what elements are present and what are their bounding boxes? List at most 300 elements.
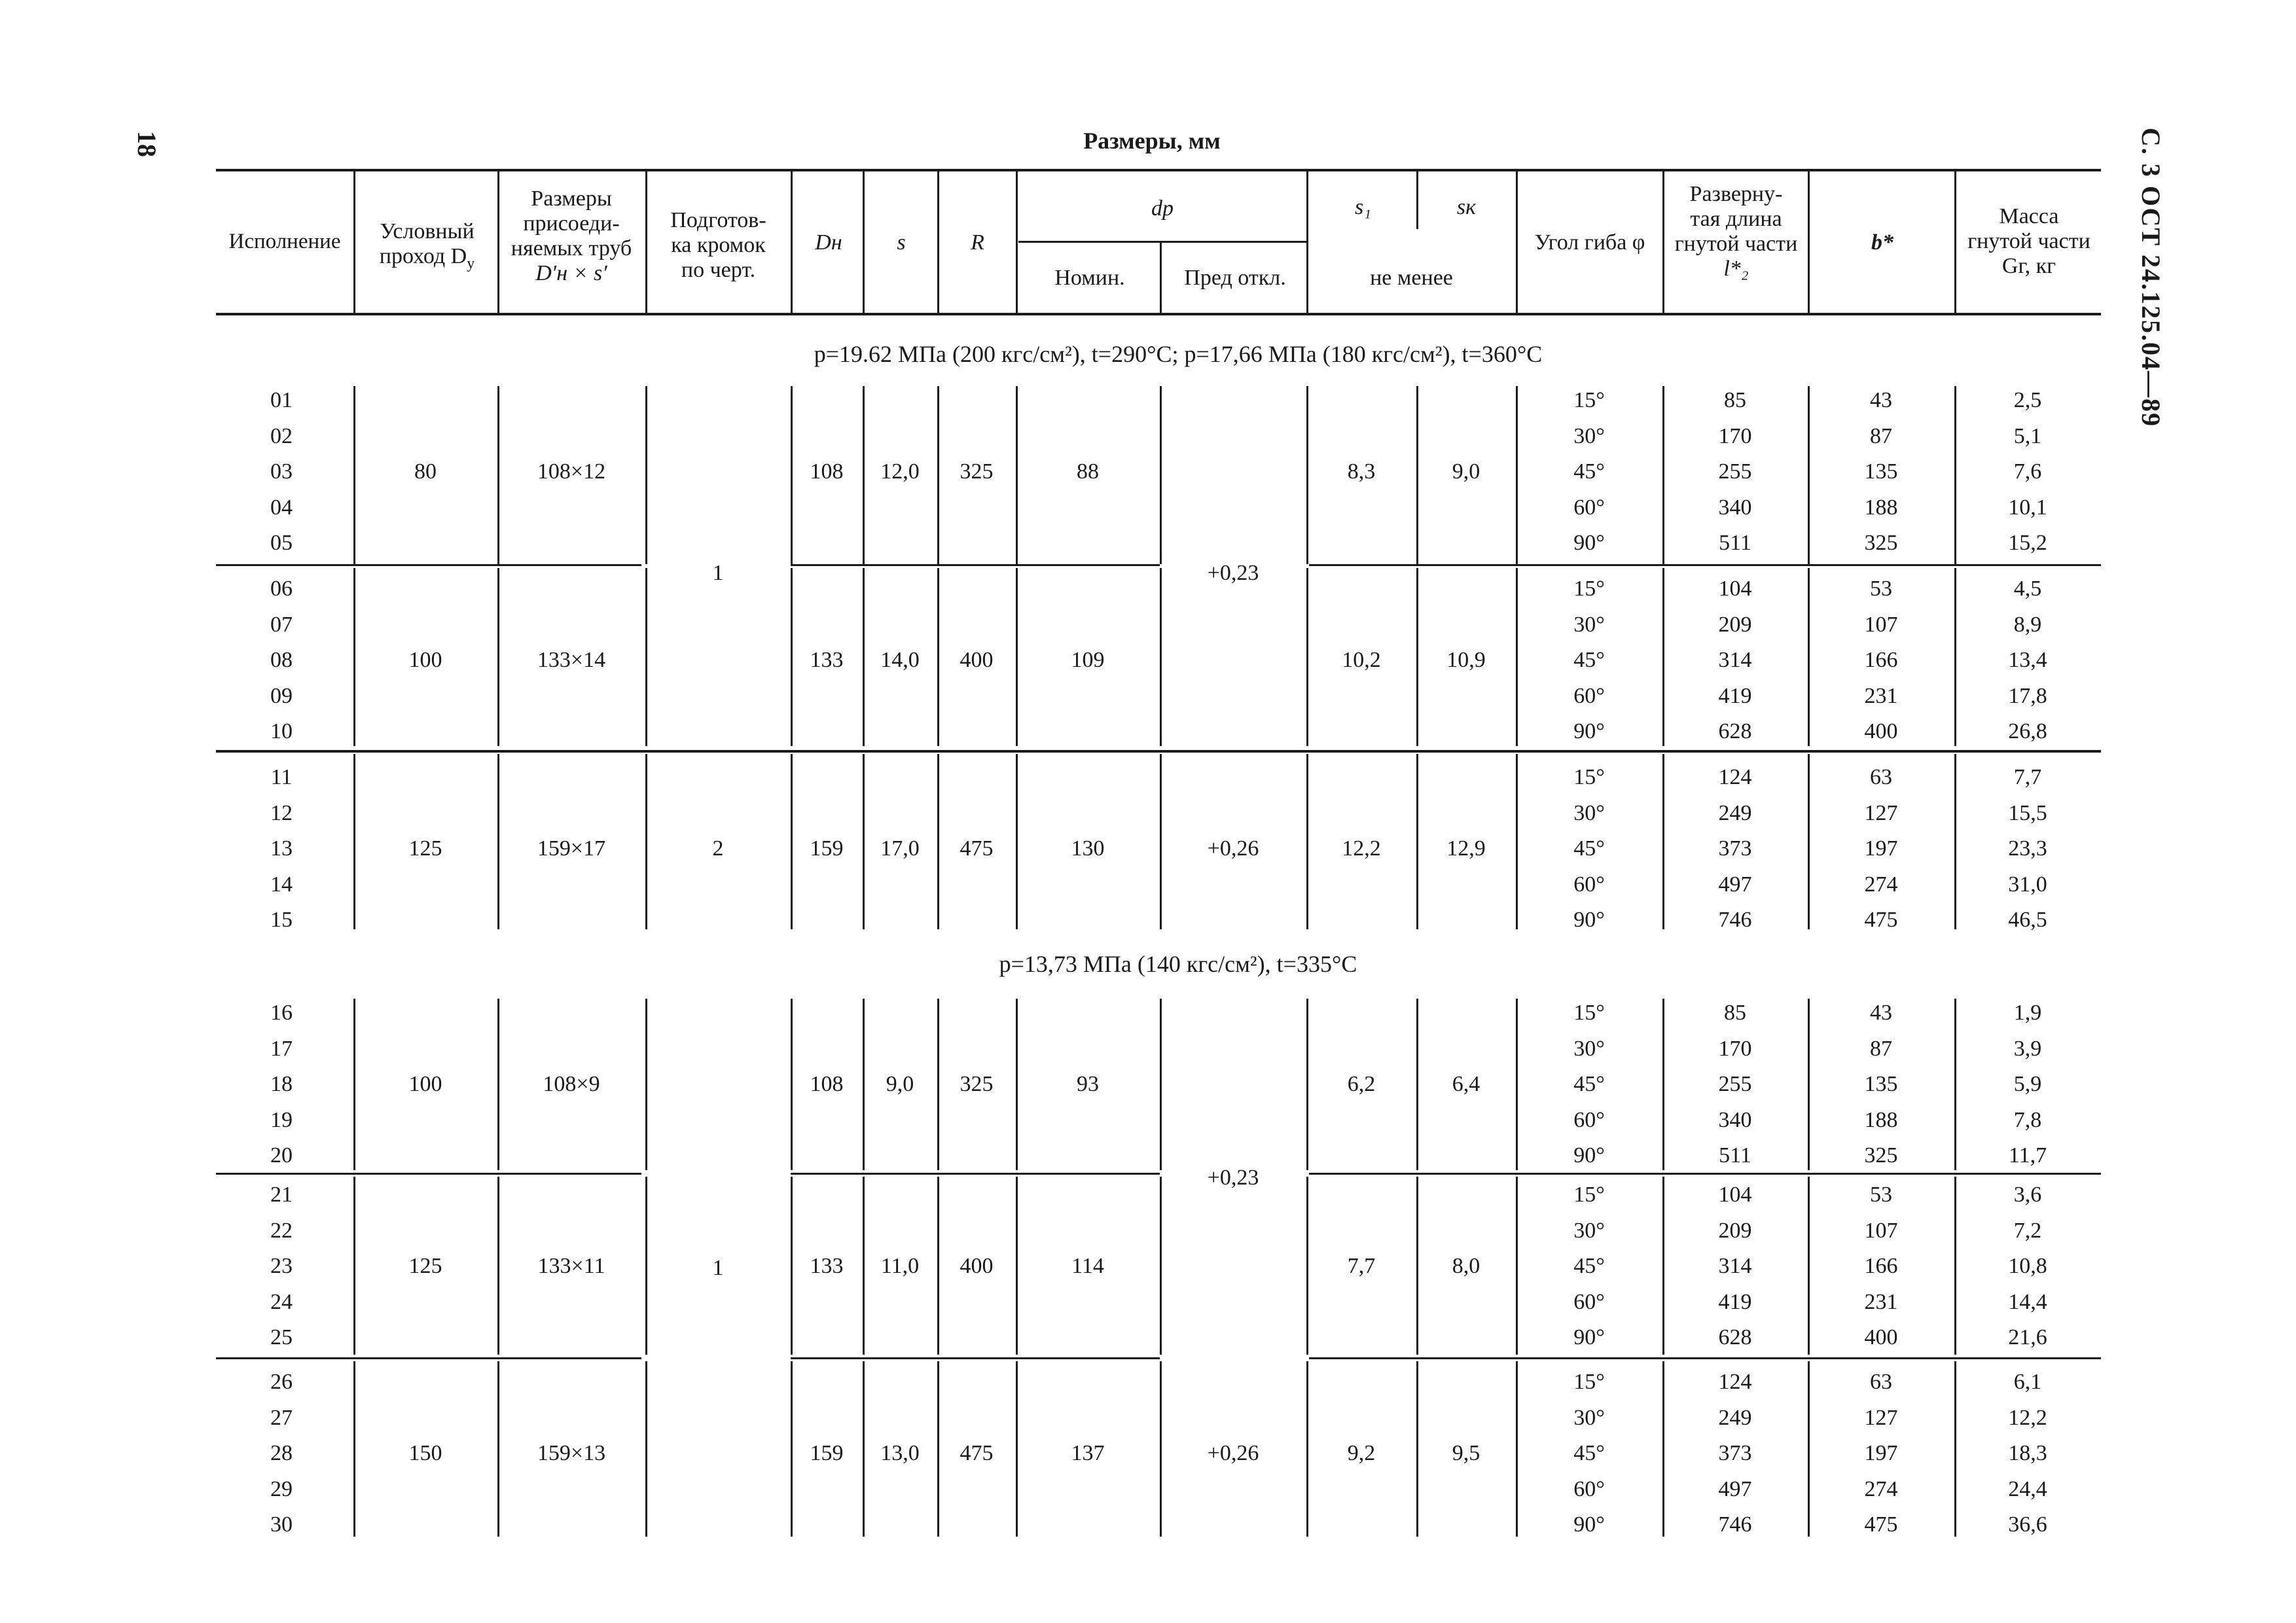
body-column-rule xyxy=(645,386,647,564)
bend-angle: 60° xyxy=(1573,495,1605,520)
dn-value: 108 xyxy=(810,1072,844,1096)
group-rule xyxy=(216,564,641,566)
group-rule xyxy=(791,564,1160,566)
body-column-rule xyxy=(863,999,865,1170)
variant-number: 24 xyxy=(270,1289,293,1314)
pipe-size: 159×17 xyxy=(537,836,606,861)
body-column-rule xyxy=(1016,999,1018,1170)
pipe-size: 108×9 xyxy=(543,1072,600,1096)
sk-value: 6,4 xyxy=(1452,1072,1480,1096)
s-value: 11,0 xyxy=(880,1254,920,1278)
table-title: Размеры, мм xyxy=(1083,128,1221,154)
body-column-rule xyxy=(1016,1177,1018,1355)
bend-angle: 15° xyxy=(1573,388,1605,412)
header-column-rule xyxy=(1016,171,1018,313)
group-rule xyxy=(791,1173,1160,1175)
body-column-rule xyxy=(1160,1177,1162,1355)
body-column-rule xyxy=(353,999,355,1170)
b-value: 197 xyxy=(1864,836,1898,861)
dn-value: 133 xyxy=(810,1254,844,1278)
body-column-rule xyxy=(791,568,793,746)
developed-length: 85 xyxy=(1724,388,1746,412)
b-value: 400 xyxy=(1864,1325,1898,1349)
body-column-rule xyxy=(1160,999,1162,1170)
b-value: 231 xyxy=(1864,1289,1898,1314)
b-value: 43 xyxy=(1870,388,1892,412)
developed-length: 249 xyxy=(1718,1405,1752,1430)
body-column-rule xyxy=(1808,568,1810,746)
mass-value: 21,6 xyxy=(2008,1325,2047,1349)
dp-nominal: 109 xyxy=(1071,648,1105,672)
developed-length: 511 xyxy=(1719,531,1751,555)
group-rule xyxy=(1309,1173,2101,1175)
developed-length: 209 xyxy=(1718,1218,1752,1243)
developed-length: 209 xyxy=(1718,612,1752,637)
developed-length: 497 xyxy=(1718,872,1752,897)
section-title-1: p=19.62 МПа (200 кгс/см²), t=290°C; p=17,66 МПа (180 кгс/см²), t=360°C xyxy=(814,341,1543,367)
body-column-rule xyxy=(863,754,865,929)
body-column-rule xyxy=(937,754,939,929)
body-column-rule xyxy=(863,1177,865,1355)
body-column-rule xyxy=(791,386,793,564)
bend-angle: 45° xyxy=(1573,1441,1605,1465)
bend-angle: 30° xyxy=(1573,423,1605,448)
bend-angle: 45° xyxy=(1573,1072,1605,1096)
dp-nominal: 114 xyxy=(1071,1254,1104,1278)
dp-nominal: 137 xyxy=(1071,1441,1105,1465)
header-variant: Исполнение xyxy=(228,230,341,253)
body-column-rule xyxy=(1954,1177,1956,1355)
mass-value: 7,8 xyxy=(2013,1107,2042,1132)
body-column-rule xyxy=(497,1361,499,1537)
bend-angle: 90° xyxy=(1573,1512,1605,1537)
bend-angle: 90° xyxy=(1573,1143,1605,1168)
group-rule xyxy=(216,750,2101,753)
bend-angle: 30° xyxy=(1573,1405,1605,1430)
b-value: 135 xyxy=(1864,1072,1898,1096)
developed-length: 746 xyxy=(1718,908,1752,932)
b-value: 188 xyxy=(1864,1107,1898,1132)
body-column-rule xyxy=(645,1177,647,1355)
s1-value: 10,2 xyxy=(1342,648,1381,672)
developed-length: 124 xyxy=(1718,765,1752,789)
body-column-rule xyxy=(1516,754,1518,929)
mass-value: 26,8 xyxy=(2008,719,2047,743)
developed-length: 419 xyxy=(1718,1289,1752,1314)
mass-value: 10,1 xyxy=(2008,495,2047,520)
body-column-rule xyxy=(937,386,939,564)
mass-value: 6,1 xyxy=(2013,1370,2042,1394)
mass-value: 11,7 xyxy=(2008,1143,2047,1168)
body-column-rule xyxy=(645,754,647,929)
document-code: С. 3 ОСТ 24.125.04—89 xyxy=(2136,128,2166,428)
developed-length: 104 xyxy=(1718,1183,1752,1207)
body-column-rule xyxy=(1306,1177,1308,1355)
bend-angle: 60° xyxy=(1573,1476,1605,1501)
body-column-rule xyxy=(1808,1361,1810,1537)
dp-nominal: 88 xyxy=(1077,459,1099,484)
s-value: 14,0 xyxy=(880,648,920,672)
developed-length: 628 xyxy=(1718,719,1752,743)
developed-length: 314 xyxy=(1718,1254,1752,1278)
variant-number: 15 xyxy=(270,908,293,932)
variant-number: 23 xyxy=(270,1254,293,1278)
nominal-bore: 100 xyxy=(408,648,442,672)
bend-angle: 60° xyxy=(1573,1289,1605,1314)
mass-value: 23,3 xyxy=(2008,836,2047,861)
s-value: 12,0 xyxy=(880,459,920,484)
mass-value: 7,2 xyxy=(2013,1218,2042,1243)
body-column-rule xyxy=(1954,568,1956,746)
body-column-rule xyxy=(497,754,499,929)
body-column-rule xyxy=(1306,1361,1308,1537)
s-value: 17,0 xyxy=(880,836,920,861)
developed-length: 628 xyxy=(1718,1325,1752,1349)
header-s: s xyxy=(897,230,906,255)
mass-value: 8,9 xyxy=(2013,612,2042,637)
mass-value: 14,4 xyxy=(2008,1289,2047,1314)
developed-length: 85 xyxy=(1724,1001,1746,1025)
header-column-rule xyxy=(791,171,793,313)
body-column-rule xyxy=(1662,999,1664,1170)
body-column-rule xyxy=(937,999,939,1170)
nominal-bore: 125 xyxy=(408,836,442,861)
dp-deviation: +0,23 xyxy=(1207,561,1259,585)
header-s1: s₁ xyxy=(1354,195,1372,219)
variant-number: 12 xyxy=(270,800,293,825)
body-column-rule xyxy=(1516,1361,1518,1537)
mass-value: 15,2 xyxy=(2008,531,2047,555)
variant-number: 17 xyxy=(270,1036,293,1061)
dp-subheader-rule xyxy=(1018,241,1306,243)
edge-prep: 1 xyxy=(712,1256,724,1280)
header-edge-prep: Подготов- ка кромок по черт. xyxy=(670,208,766,282)
body-column-rule xyxy=(1306,754,1308,929)
b-value: 188 xyxy=(1864,495,1898,520)
bend-angle: 45° xyxy=(1573,648,1605,672)
body-column-rule xyxy=(1808,386,1810,564)
bend-angle: 90° xyxy=(1573,1325,1605,1349)
developed-length: 419 xyxy=(1718,683,1752,708)
nominal-bore: 100 xyxy=(408,1072,442,1096)
b-value: 127 xyxy=(1864,800,1898,825)
mass-value: 7,7 xyxy=(2013,765,2042,789)
body-column-rule xyxy=(1516,1177,1518,1355)
b-value: 166 xyxy=(1864,1254,1898,1278)
body-column-rule xyxy=(1160,568,1162,746)
variant-number: 06 xyxy=(270,577,293,601)
b-value: 400 xyxy=(1864,719,1898,743)
bend-angle: 60° xyxy=(1573,872,1605,897)
b-value: 63 xyxy=(1870,765,1892,789)
variant-number: 30 xyxy=(270,1512,293,1537)
header-bottom-rule xyxy=(216,313,2101,315)
body-column-rule xyxy=(1306,568,1308,746)
mass-value: 17,8 xyxy=(2008,683,2047,708)
mass-value: 15,5 xyxy=(2008,800,2047,825)
body-column-rule xyxy=(1516,999,1518,1170)
body-column-rule xyxy=(791,1177,793,1355)
pipe-size: 133×11 xyxy=(537,1254,605,1278)
developed-length: 511 xyxy=(1719,1143,1751,1168)
body-column-rule xyxy=(497,568,499,746)
body-column-rule xyxy=(497,386,499,564)
b-value: 475 xyxy=(1864,908,1898,932)
mass-value: 5,1 xyxy=(2013,423,2042,448)
body-column-rule xyxy=(1160,386,1162,564)
body-column-rule xyxy=(1662,568,1664,746)
sk-value: 9,0 xyxy=(1452,459,1480,484)
bend-angle: 15° xyxy=(1573,1001,1605,1025)
dp-nominal: 93 xyxy=(1077,1072,1099,1096)
body-column-rule xyxy=(1416,754,1418,929)
body-column-rule xyxy=(353,568,355,746)
nominal-bore: 125 xyxy=(408,1254,442,1278)
body-column-rule xyxy=(1808,999,1810,1170)
mass-value: 1,9 xyxy=(2013,1001,2042,1025)
body-column-rule xyxy=(1954,1361,1956,1537)
bend-angle: 45° xyxy=(1573,836,1605,861)
body-column-rule xyxy=(1306,999,1308,1170)
dp-nominal: 130 xyxy=(1071,836,1105,861)
body-column-rule xyxy=(1954,754,1956,929)
b-value: 325 xyxy=(1864,1143,1898,1168)
variant-number: 28 xyxy=(270,1441,293,1465)
dn-value: 108 xyxy=(810,459,844,484)
dp-deviation: +0,26 xyxy=(1207,1441,1259,1465)
body-column-rule xyxy=(1416,1177,1418,1355)
s1-value: 9,2 xyxy=(1347,1441,1376,1465)
header-s-min: не менее xyxy=(1370,266,1453,290)
body-column-rule xyxy=(1016,568,1018,746)
body-column-rule xyxy=(863,1361,865,1537)
developed-length: 170 xyxy=(1718,423,1752,448)
b-value: 53 xyxy=(1870,577,1892,601)
group-rule xyxy=(216,1173,641,1175)
bend-angle: 60° xyxy=(1573,683,1605,708)
r-value: 400 xyxy=(960,648,994,672)
variant-number: 10 xyxy=(270,719,293,743)
variant-number: 27 xyxy=(270,1405,293,1430)
nominal-bore: 80 xyxy=(414,459,437,484)
bend-angle: 15° xyxy=(1573,765,1605,789)
bend-angle: 90° xyxy=(1573,719,1605,743)
body-column-rule xyxy=(863,568,865,746)
dn-value: 133 xyxy=(810,648,844,672)
b-value: 274 xyxy=(1864,1476,1898,1501)
header-sk: sк xyxy=(1456,195,1477,219)
b-value: 166 xyxy=(1864,648,1898,672)
header-dp-deviation: Пред откл. xyxy=(1184,266,1286,290)
body-column-rule xyxy=(1416,568,1418,746)
variant-number: 29 xyxy=(270,1476,293,1501)
body-column-rule xyxy=(1160,754,1162,929)
r-value: 400 xyxy=(960,1254,994,1278)
dp-deviation: +0,26 xyxy=(1207,836,1259,861)
b-value: 274 xyxy=(1864,872,1898,897)
nominal-bore: 150 xyxy=(408,1441,442,1465)
b-value: 53 xyxy=(1870,1183,1892,1207)
header-pipe-size: Размеры присоеди- няемых труб D′н × s′ xyxy=(511,187,632,285)
b-value: 231 xyxy=(1864,683,1898,708)
body-column-rule xyxy=(1416,1361,1418,1537)
variant-number: 08 xyxy=(270,648,293,672)
variant-number: 01 xyxy=(270,388,293,412)
variant-number: 14 xyxy=(270,872,293,897)
variant-number: 05 xyxy=(270,531,293,555)
r-value: 325 xyxy=(960,459,994,484)
bend-angle: 30° xyxy=(1573,1036,1605,1061)
sk-value: 10,9 xyxy=(1446,648,1486,672)
mass-value: 46,5 xyxy=(2008,908,2047,932)
body-column-rule xyxy=(1662,1177,1664,1355)
body-column-rule xyxy=(863,386,865,564)
header-column-rule xyxy=(353,171,355,313)
body-column-rule xyxy=(497,999,499,1170)
body-column-rule xyxy=(645,568,647,746)
body-column-rule xyxy=(791,1361,793,1537)
mass-value: 31,0 xyxy=(2008,872,2047,897)
mass-value: 3,6 xyxy=(2013,1183,2042,1207)
b-value: 325 xyxy=(1864,531,1898,555)
variant-number: 16 xyxy=(270,1001,293,1025)
developed-length: 124 xyxy=(1718,1370,1752,1394)
edge-prep: 1 xyxy=(712,561,724,585)
group-rule xyxy=(1309,1357,2101,1359)
body-column-rule xyxy=(1416,999,1418,1170)
developed-length: 104 xyxy=(1718,577,1752,601)
s1-value: 7,7 xyxy=(1347,1254,1376,1278)
r-value: 475 xyxy=(960,836,994,861)
developed-length: 746 xyxy=(1718,1512,1752,1537)
variant-number: 02 xyxy=(270,423,293,448)
body-column-rule xyxy=(937,568,939,746)
mass-value: 13,4 xyxy=(2008,648,2047,672)
body-column-rule xyxy=(1808,1177,1810,1355)
mass-value: 36,6 xyxy=(2008,1512,2047,1537)
s1-value: 12,2 xyxy=(1342,836,1381,861)
variant-number: 22 xyxy=(270,1218,293,1243)
body-column-rule xyxy=(353,1361,355,1537)
header-column-rule xyxy=(1954,171,1956,313)
body-column-rule xyxy=(1662,1361,1664,1537)
body-column-rule xyxy=(791,754,793,929)
variant-number: 19 xyxy=(270,1107,293,1132)
s1-value: 6,2 xyxy=(1347,1072,1376,1096)
bend-angle: 30° xyxy=(1573,612,1605,637)
body-column-rule xyxy=(497,1177,499,1355)
body-column-rule xyxy=(1954,386,1956,564)
body-column-rule xyxy=(1808,754,1810,929)
b-value: 63 xyxy=(1870,1370,1892,1394)
developed-length: 170 xyxy=(1718,1036,1752,1061)
header-bend-angle: Угол гиба φ xyxy=(1534,230,1645,255)
body-column-rule xyxy=(1306,386,1308,564)
body-column-rule xyxy=(645,1361,647,1537)
b-value: 43 xyxy=(1870,1001,1892,1025)
dn-value: 159 xyxy=(810,836,844,861)
variant-number: 03 xyxy=(270,459,293,484)
sk-value: 8,0 xyxy=(1452,1254,1480,1278)
dn-value: 159 xyxy=(810,1441,844,1465)
mass-value: 5,9 xyxy=(2013,1072,2042,1096)
b-value: 87 xyxy=(1870,423,1892,448)
bend-angle: 90° xyxy=(1573,531,1605,555)
pipe-size: 159×13 xyxy=(537,1441,606,1465)
header-column-rule xyxy=(645,171,647,313)
variant-number: 18 xyxy=(270,1072,293,1096)
body-column-rule xyxy=(791,999,793,1170)
variant-number: 13 xyxy=(270,836,293,861)
edge-prep: 2 xyxy=(712,836,724,861)
body-column-rule xyxy=(1516,568,1518,746)
variant-number: 20 xyxy=(270,1143,293,1168)
body-column-rule xyxy=(1516,386,1518,564)
bend-angle: 15° xyxy=(1573,1183,1605,1207)
bend-angle: 15° xyxy=(1573,1370,1605,1394)
b-value: 475 xyxy=(1864,1512,1898,1537)
body-column-rule xyxy=(1016,1361,1018,1537)
developed-length: 340 xyxy=(1718,1107,1752,1132)
group-rule xyxy=(791,1357,1160,1359)
body-column-rule xyxy=(353,1177,355,1355)
header-column-rule xyxy=(1306,171,1308,313)
developed-length: 340 xyxy=(1718,495,1752,520)
variant-number: 04 xyxy=(270,495,293,520)
body-column-rule xyxy=(353,754,355,929)
bend-angle: 30° xyxy=(1573,1218,1605,1243)
dp-deviation: +0,23 xyxy=(1207,1166,1259,1190)
developed-length: 255 xyxy=(1718,1072,1752,1096)
pipe-size: 133×14 xyxy=(537,648,606,672)
mass-value: 7,6 xyxy=(2013,459,2042,484)
body-column-rule xyxy=(1160,1361,1162,1537)
bend-angle: 45° xyxy=(1573,459,1605,484)
developed-length: 249 xyxy=(1718,800,1752,825)
group-rule xyxy=(1309,564,2101,566)
b-value: 127 xyxy=(1864,1405,1898,1430)
sk-value: 12,9 xyxy=(1446,836,1486,861)
r-value: 325 xyxy=(960,1072,994,1096)
header-dn: Dн xyxy=(815,230,842,255)
pipe-size: 108×12 xyxy=(537,459,606,484)
bend-angle: 60° xyxy=(1573,1107,1605,1132)
b-value: 107 xyxy=(1864,1218,1898,1243)
bend-angle: 45° xyxy=(1573,1254,1605,1278)
developed-length: 373 xyxy=(1718,836,1752,861)
section-title-2: p=13,73 МПа (140 кгс/см²), t=335°C xyxy=(999,951,1357,977)
header-developed-length: Разверну- тая длина гнутой части l*₂ xyxy=(1674,182,1798,281)
s-value: 13,0 xyxy=(880,1441,920,1465)
s1-value: 8,3 xyxy=(1347,459,1376,484)
bend-angle: 30° xyxy=(1573,800,1605,825)
variant-number: 09 xyxy=(270,683,293,708)
header-nominal-bore: Условный проход $D_у$ xyxy=(379,219,475,272)
variant-number: 07 xyxy=(270,612,293,637)
group-rule xyxy=(216,1357,641,1359)
b-value: 135 xyxy=(1864,459,1898,484)
r-value: 475 xyxy=(960,1441,994,1465)
sk-value: 9,5 xyxy=(1452,1441,1480,1465)
page-number: 18 xyxy=(132,131,162,157)
variant-number: 21 xyxy=(270,1183,293,1207)
mass-value: 4,5 xyxy=(2013,577,2042,601)
variant-number: 11 xyxy=(270,765,293,789)
developed-length: 497 xyxy=(1718,1476,1752,1501)
header-dp: dр xyxy=(1151,196,1174,221)
b-value: 87 xyxy=(1870,1036,1892,1061)
header-b: b* xyxy=(1871,230,1893,255)
